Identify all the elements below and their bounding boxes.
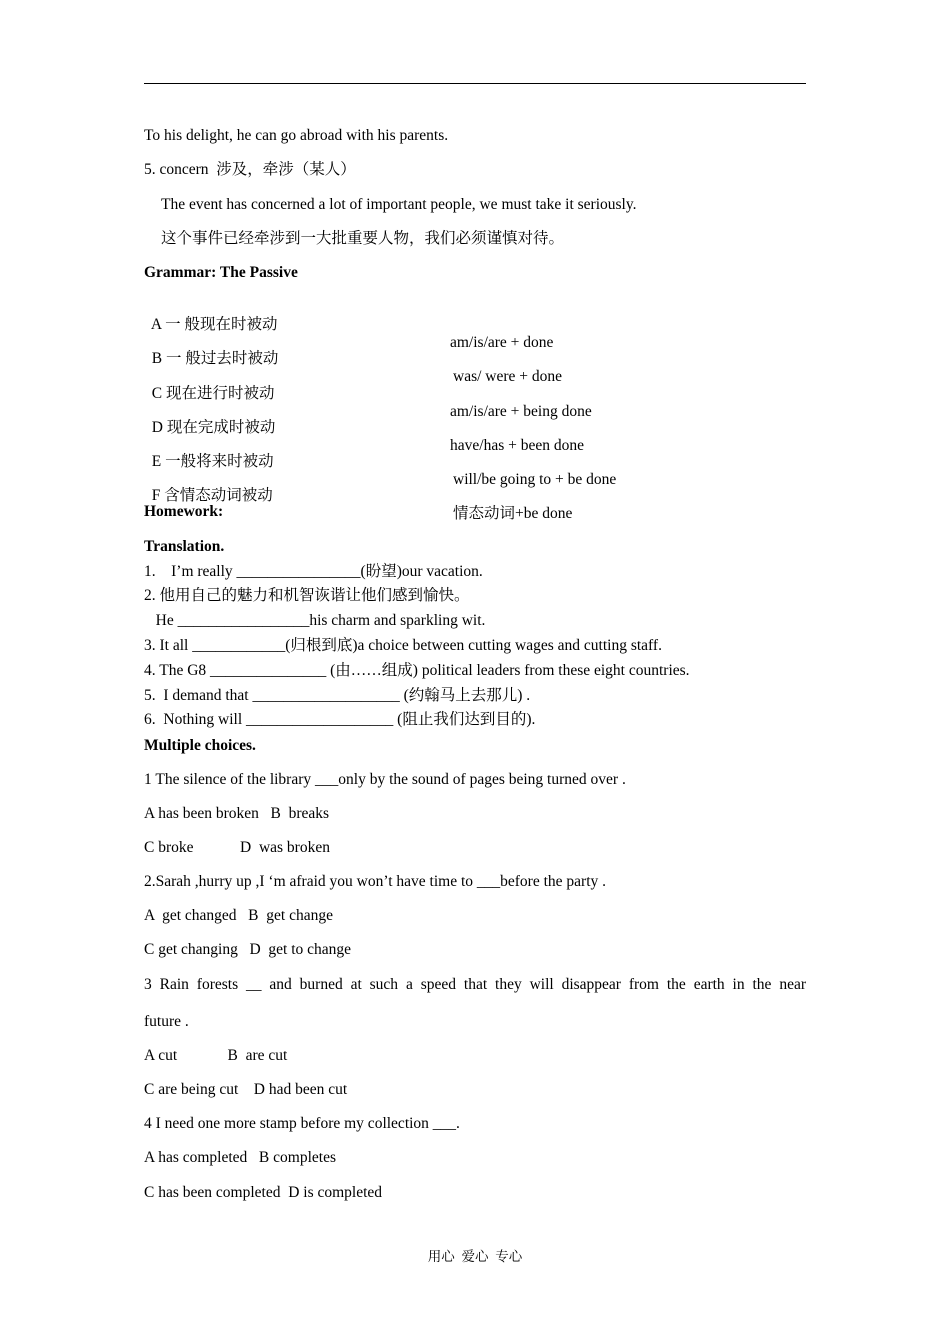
- question-options: A get changed B get change: [144, 907, 333, 924]
- grammar-row-form: am/is/are + done: [450, 334, 554, 351]
- grammar-title: Grammar: The Passive: [144, 264, 298, 281]
- question-stem: 2.Sarah ,hurry up ,I ‘m afraid you won’t have time to ___before the party .: [144, 873, 606, 890]
- homework-title: Homework:: [144, 503, 224, 520]
- question-stem: 1 The silence of the library ___only by the sound of pages being turned over .: [144, 771, 626, 788]
- question-options: A has been broken B breaks: [144, 805, 330, 822]
- grammar-row-form: 情态动词+be done: [453, 505, 573, 522]
- translation-item: 4. The G8 _______________ (由……组成) political leaders from these eight countries.: [144, 662, 690, 679]
- page-footer: 用心 爱心 专心: [427, 1249, 523, 1264]
- grammar-row-form: was/ were + done: [453, 368, 563, 385]
- question-options: A has completed B completes: [144, 1149, 336, 1166]
- question-stem: 3 Rain forests __ and burned at such a speed that they will disappear from the earth in the near: [144, 976, 806, 993]
- grammar-row-label: D 现在完成时被动: [151, 419, 276, 436]
- question-options: C get changing D get to change: [144, 941, 352, 958]
- translation-item: 3. It all ____________(归根到底)a choice between cutting wages and cutting staff.: [144, 637, 662, 654]
- grammar-row-label: C 现在进行时被动: [151, 385, 275, 402]
- question-options: C has been completed D is completed: [144, 1184, 383, 1201]
- question-options: A cut B are cut: [144, 1047, 288, 1064]
- translation-item: 5. I demand that ___________________ (约翰马上去那儿) .: [144, 687, 531, 704]
- grammar-row-form: am/is/are + being done: [450, 403, 592, 420]
- translation-item: 6. Nothing will ___________________ (阻止我们达到目的).: [144, 711, 536, 728]
- question-options: C broke D was broken: [144, 839, 330, 856]
- grammar-row-label: E 一般将来时被动: [151, 453, 274, 470]
- question-options: C are being cut D had been cut: [144, 1081, 348, 1098]
- question-stem-continued: future .: [144, 1013, 189, 1030]
- grammar-row-form: will/be going to + be done: [453, 471, 617, 488]
- intro-sentence: To his delight, he can go abroad with his parents.: [144, 127, 449, 144]
- translation-item: He _________________his charm and sparkling wit.: [144, 612, 486, 629]
- multiple-choice-title: Multiple choices.: [144, 737, 256, 754]
- vocab-heading: 5. concern 涉及，牵涉（某人）: [144, 161, 356, 178]
- question-stem: 4 I need one more stamp before my collection ___.: [144, 1115, 460, 1132]
- grammar-row-label: B 一 般过去时被动: [151, 350, 279, 367]
- grammar-row-form: have/has + been done: [450, 437, 584, 454]
- vocab-example-zh: 这个事件已经牵涉到一大批重要人物，我们必须谨慎对待。: [161, 230, 565, 247]
- translation-title: Translation.: [144, 538, 225, 555]
- grammar-row-label: F 含情态动词被动: [151, 487, 273, 504]
- grammar-row-label: A 一 般现在时被动: [150, 316, 278, 333]
- header-rule: [144, 83, 806, 84]
- translation-item: 2. 他用自己的魅力和机智诙谐让他们感到愉快。: [144, 587, 470, 604]
- vocab-example-en: The event has concerned a lot of important people, we must take it seriously.: [161, 196, 637, 213]
- translation-item: 1. I’m really ________________(盼望)our vacation.: [144, 563, 483, 580]
